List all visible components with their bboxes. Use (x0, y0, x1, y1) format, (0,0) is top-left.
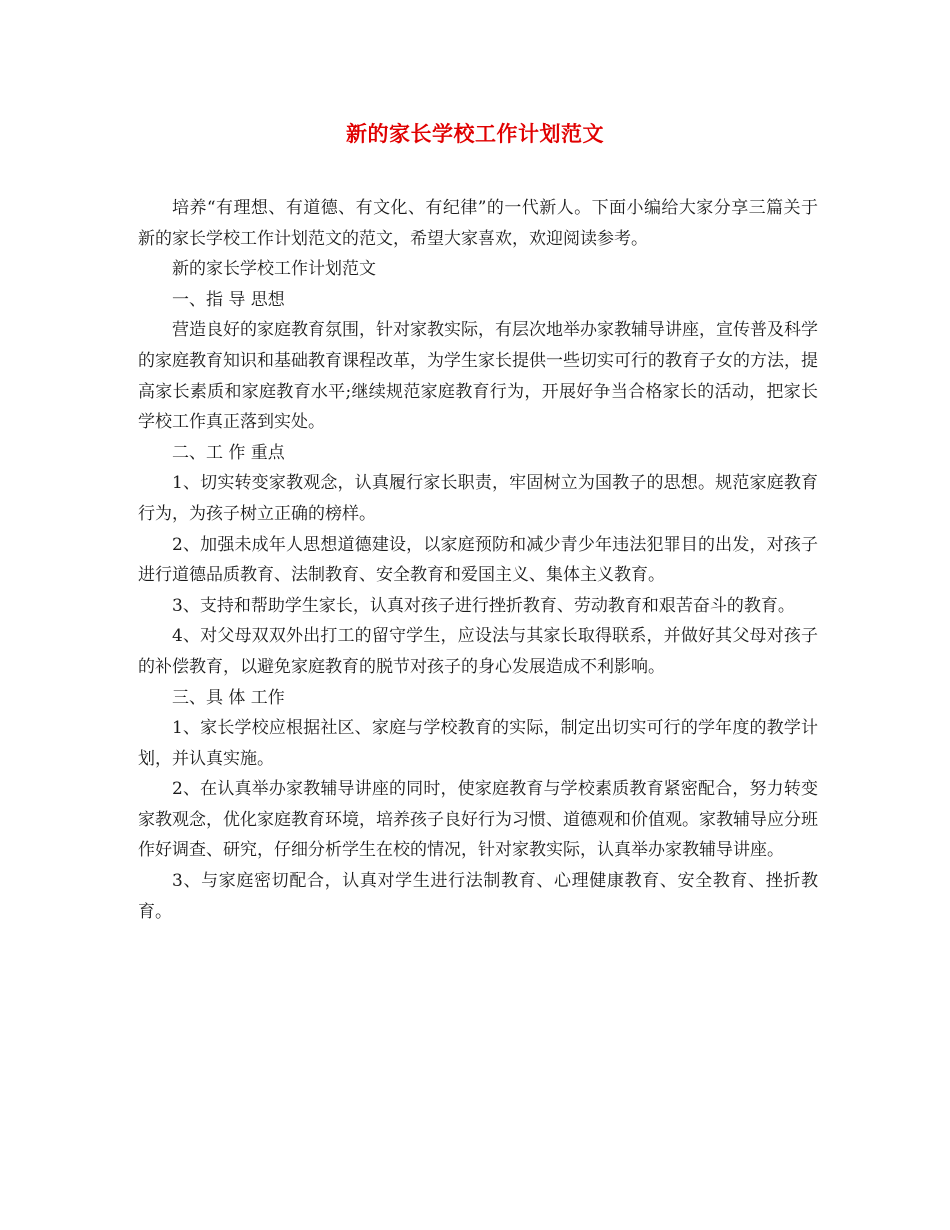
paragraph-focus-2: 2、加强未成年人思想道德建设，以家庭预防和减少青少年违法犯罪目的出发，对孩子进行道德品质教育、法制教育、安全教育和爱国主义、集体主义教育。 (138, 534, 818, 586)
paragraph-work-1: 1、家长学校应根据社区、家庭与学校教育的实际，制定出切实可行的学年度的教学计划，并认真实施。 (138, 718, 818, 769)
heading-guiding-thought: 一、指 导 思想 (172, 289, 285, 310)
paragraph-work-2: 2、在认真举办家教辅导讲座的同时，使家庭教育与学校素质教育紧密配合，努力转变家教观念，优化家庭教育环境，培养孩子良好行为习惯、道德观和价值观。家教辅导应分班作好调查、研究，仔细分析学生在校的情况，针对家教实际，认真举办家教辅导讲座。 (138, 779, 818, 861)
paragraph-focus-4: 4、对父母双双外出打工的留守学生，应设法与其家长取得联系，并做好其父母对孩子的补偿教育，以避免家庭教育的脱节对孩子的身心发展造成不利影响。 (138, 626, 818, 677)
paragraph-work-3: 3、与家庭密切配合，认真对学生进行法制教育、心理健康教育、安全教育、挫折教育。 (138, 871, 818, 922)
document-body (138, 193, 818, 927)
paragraph-focus-3: 3、支持和帮助学生家长，认真对孩子进行挫折教育、劳动教育和艰苦奋斗的教育。 (172, 595, 795, 616)
document-title: 新的家长学校工作计划范文 (346, 122, 604, 146)
paragraph-guiding-thought: 营造良好的家庭教育氛围，针对家教实际，有层次地举办家教辅导讲座，宣传普及科学的家庭教育知识和基础教育课程改革，为学生家长提供一些切实可行的教育子女的方法，提高家长素质和家庭教育水平;继续规范家庭教育行为，开展好争当合格家长的活动，把家长学校工作真正落到实处。 (138, 320, 818, 433)
paragraph-focus-1: 1、切实转变家教观念，认真履行家长职责，牢固树立为国教子的思想。规范家庭教育行为，为孩子树立正确的榜样。 (138, 473, 818, 524)
intro-paragraph: 培养“有理想、有道德、有文化、有纪律”的一代新人。下面小编给大家分享三篇关于新的家长学校工作计划范文的范文，希望大家喜欢，欢迎阅读参考。 (138, 198, 818, 249)
section-subtitle: 新的家长学校工作计划范文 (172, 259, 376, 280)
heading-specific-work: 三、具 体 工作 (172, 687, 285, 708)
heading-work-focus: 二、工 作 重点 (172, 442, 285, 463)
